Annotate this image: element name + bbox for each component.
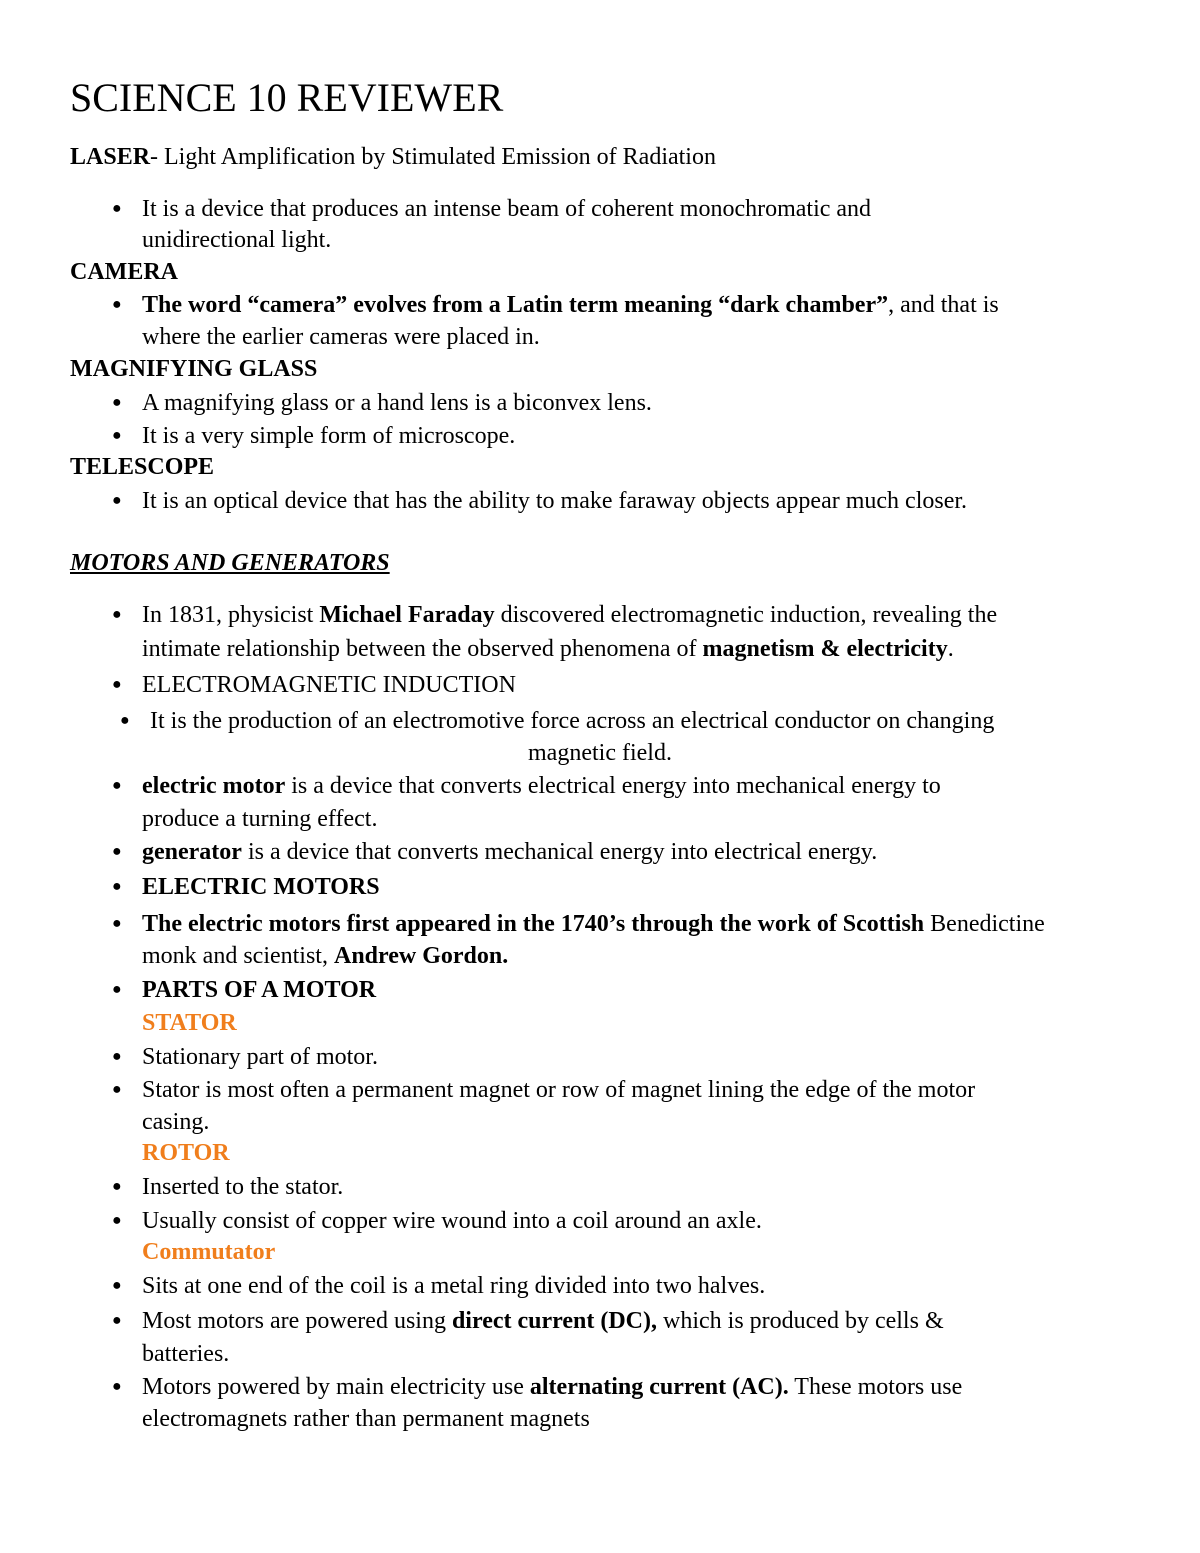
dc-line2: batteries. xyxy=(142,1341,230,1367)
magnifying-heading: MAGNIFYING GLASS xyxy=(70,356,318,382)
bullet-icon: ● xyxy=(112,676,122,693)
camera-bullet-line1: The word “camera” evolves from a Latin term meaning “dark chamber”, and that is xyxy=(142,292,999,318)
em-definition-line2: magnetic field. xyxy=(528,740,672,766)
ac-line2: electromagnets rather than permanent magnets xyxy=(142,1406,590,1432)
laser-bullet-line2: unidirectional light. xyxy=(142,227,332,253)
stator-bullet-2-line2: casing. xyxy=(142,1109,210,1135)
laser-definition: LASER- Light Amplification by Stimulated Emission of Radiation xyxy=(70,144,716,170)
electric-motors-label: ELECTRIC MOTORS xyxy=(142,874,380,900)
bullet-icon: ● xyxy=(112,492,122,509)
rotor-heading: ROTOR xyxy=(142,1140,230,1166)
camera-heading: CAMERA xyxy=(70,259,178,285)
bullet-icon: ● xyxy=(112,394,122,411)
history-line1: The electric motors first appeared in the 1740’s through the work of Scottish Benedictine xyxy=(142,911,1045,937)
telescope-heading: TELESCOPE xyxy=(70,454,215,480)
commutator-bullet-1: Sits at one end of the coil is a metal ring divided into two halves. xyxy=(142,1273,766,1299)
bullet-icon: ● xyxy=(120,712,130,729)
magnifying-bullet-2: It is a very simple form of microscope. xyxy=(142,423,516,449)
laser-term: LASER xyxy=(70,144,151,170)
commutator-heading: Commutator xyxy=(142,1239,276,1265)
stator-bullet-2-line1: Stator is most often a permanent magnet or row of magnet lining the edge of the motor xyxy=(142,1077,976,1103)
bullet-icon: ● xyxy=(112,981,122,998)
bullet-icon: ● xyxy=(112,1277,122,1294)
stator-bullet-1: Stationary part of motor. xyxy=(142,1044,378,1070)
rotor-bullet-1: Inserted to the stator. xyxy=(142,1174,344,1200)
motors-section-heading: MOTORS AND GENERATORS xyxy=(70,550,390,576)
parts-of-motor-label: PARTS OF A MOTOR xyxy=(142,977,377,1003)
em-definition-line1: It is the production of an electromotive force across an electrical conductor on changing xyxy=(150,708,995,734)
faraday-line2: intimate relationship between the observed phenomena of magnetism & electricity. xyxy=(142,636,954,662)
telescope-bullet-1: It is an optical device that has the ability to make faraway objects appear much closer. xyxy=(142,488,968,514)
bullet-icon: ● xyxy=(112,427,122,444)
dc-line1: Most motors are powered using direct current (DC), which is produced by cells & xyxy=(142,1308,944,1334)
bullet-icon: ● xyxy=(112,843,122,860)
magnifying-bullet-1: A magnifying glass or a hand lens is a biconvex lens. xyxy=(142,390,652,416)
bullet-icon: ● xyxy=(112,878,122,895)
bullet-icon: ● xyxy=(112,1312,122,1329)
generator-definition: generator is a device that converts mechanical energy into electrical energy. xyxy=(142,839,878,865)
bullet-icon: ● xyxy=(112,296,122,313)
bullet-icon: ● xyxy=(112,777,122,794)
laser-bullet-line1: It is a device that produces an intense beam of coherent monochromatic and xyxy=(142,196,872,222)
bullet-icon: ● xyxy=(112,1178,122,1195)
stator-heading: STATOR xyxy=(142,1010,237,1036)
faraday-line1: In 1831, physicist Michael Faraday discovered electromagnetic induction, revealing the xyxy=(142,602,998,628)
rotor-bullet-2: Usually consist of copper wire wound into a coil around an axle. xyxy=(142,1208,762,1234)
bullet-icon: ● xyxy=(112,1048,122,1065)
bullet-icon: ● xyxy=(112,200,122,217)
bullet-icon: ● xyxy=(112,1378,122,1395)
bullet-icon: ● xyxy=(112,1212,122,1229)
bullet-icon: ● xyxy=(112,915,122,932)
motor-definition-line2: produce a turning effect. xyxy=(142,806,378,832)
camera-bullet-line2: where the earlier cameras were placed in. xyxy=(142,324,540,350)
ac-line1: Motors powered by main electricity use alternating current (AC). These motors use xyxy=(142,1374,963,1400)
motor-definition-line1: electric motor is a device that converts electrical energy into mechanical energy to xyxy=(142,773,941,799)
em-induction-label: ELECTROMAGNETIC INDUCTION xyxy=(142,672,516,698)
bullet-icon: ● xyxy=(112,606,122,623)
history-line2: monk and scientist, Andrew Gordon. xyxy=(142,943,509,969)
bullet-icon: ● xyxy=(112,1081,122,1098)
page-title: SCIENCE 10 REVIEWER xyxy=(70,75,504,120)
